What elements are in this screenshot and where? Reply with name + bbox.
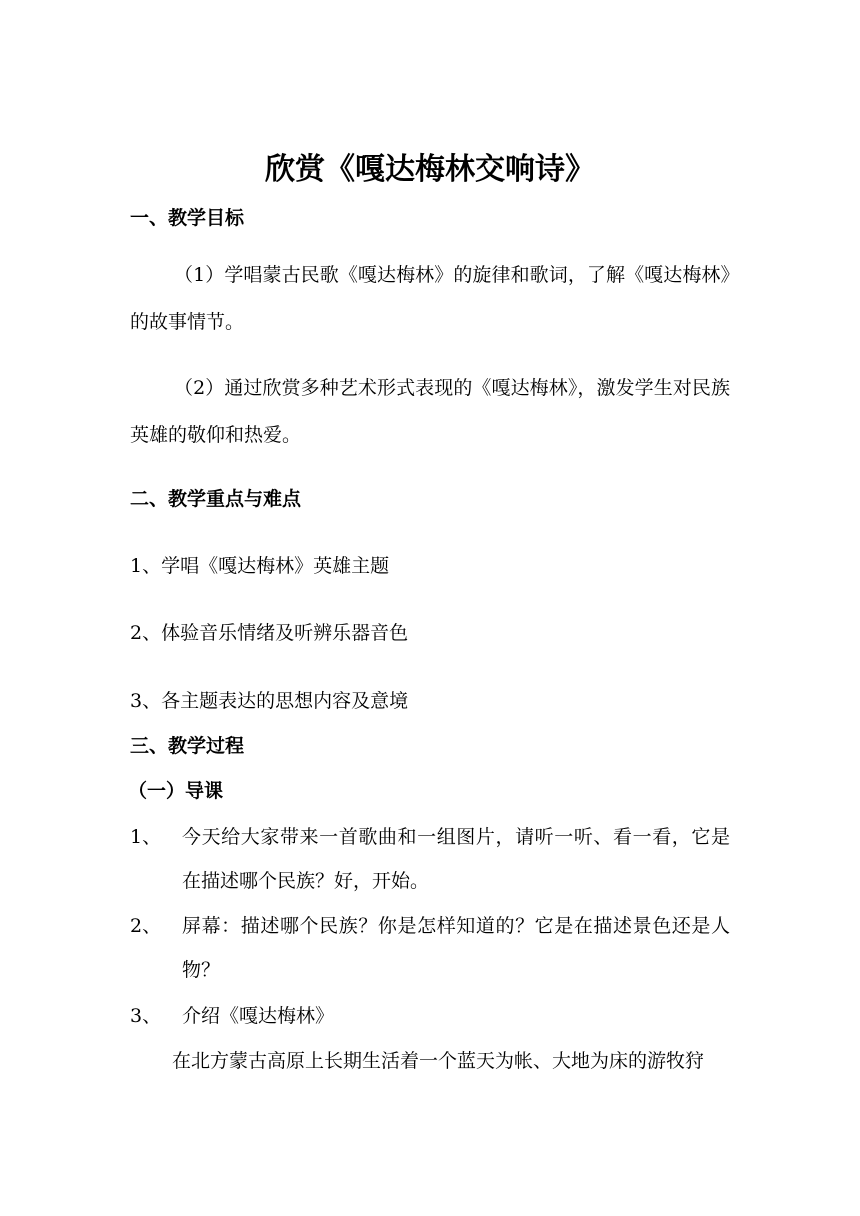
objective-paragraph-1: （1）学唱蒙古民歌《嘎达梅林》的旋律和歌词，了解《嘎达梅林》的故事情节。 xyxy=(130,264,730,333)
step-number-1: 1、 xyxy=(130,826,162,848)
closing-paragraph: 在北方蒙古高原上长期生活着一个蓝天为帐、大地为床的游牧狩 xyxy=(172,1050,705,1072)
key-point-1: 1、学唱《嘎达梅林》英雄主题 xyxy=(130,555,390,577)
section-heading-process: 三、教学过程 xyxy=(130,735,245,757)
section-heading-key-points: 二、教学重点与难点 xyxy=(130,488,302,510)
section-heading-objectives: 一、教学目标 xyxy=(130,207,245,229)
objective-paragraph-2: （2）通过欣赏多种艺术形式表现的《嘎达梅林》，激发学生对民族英雄的敬仰和热爱。 xyxy=(130,377,730,446)
document-title: 欣赏《嘎达梅林交响诗》 xyxy=(265,152,595,187)
step-text-3: 介绍《嘎达梅林》 xyxy=(182,1005,335,1027)
key-point-3: 3、各主题表达的思想内容及意境 xyxy=(130,690,409,712)
sub-heading-intro: （一）导课 xyxy=(128,780,224,802)
step-text-2: 屏幕：描述哪个民族？你是怎样知道的？它是在描述景色还是人物？ xyxy=(182,915,730,981)
step-text-1: 今天给大家带来一首歌曲和一组图片，请听一听、看一看，它是在描述哪个民族？好，开始。 xyxy=(182,826,730,892)
step-number-2: 2、 xyxy=(130,915,162,937)
step-number-3: 3、 xyxy=(130,1005,162,1027)
key-point-2: 2、体验音乐情绪及听辨乐器音色 xyxy=(130,622,409,644)
